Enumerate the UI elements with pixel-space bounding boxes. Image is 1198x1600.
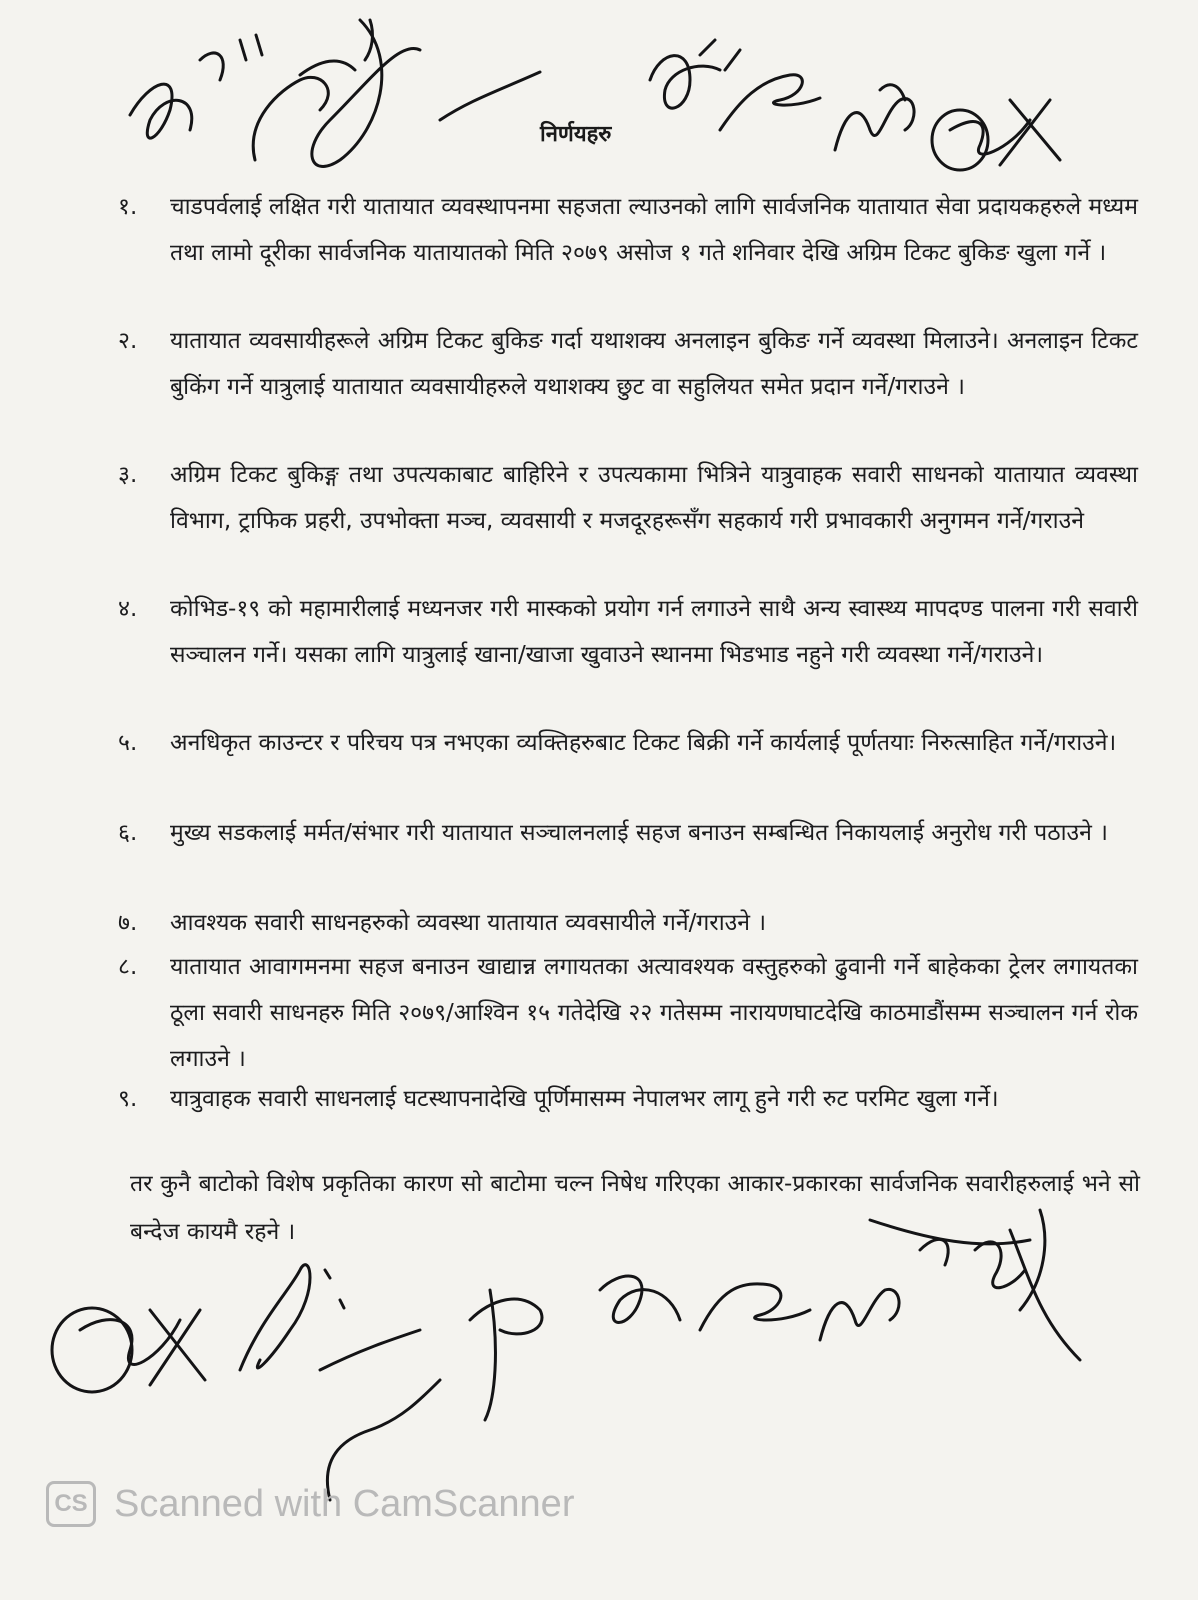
item-number: ८.: [118, 954, 138, 980]
page-title: निर्णयहरु: [540, 122, 612, 147]
item-text: आवश्यक सवारी साधनहरुको व्यवस्था यातायात व्यवसायीले गर्ने/गराउने ।: [170, 910, 767, 936]
item-text: कोभिड-१९ को महामारीलाई मध्यनजर गरी मास्कको प्रयोग गर्न लगाउने साथै अन्य स्वास्थ्य मापदण्ड पालना गरी सवारी सञ्चालन गर्ने। यसका लागि यात्रुलाई खाना/खाजा खुवाउने स्थानमा भिडभाड नहुने गरी व्यवस्था गर्ने/गराउने।: [170, 596, 1138, 668]
camscanner-logo-icon: CS: [46, 1481, 96, 1527]
item-text: यातायात आवागमनमा सहज बनाउन खाद्यान्न लगायतका अत्यावश्यक वस्तुहरुको ढुवानी गर्ने बाहेकका ट्रेलर लगायतका ठूला सवारी साधनहरु मिति २०७९/आश्विन १५ गतेदेखि २२ गतेसम्म नारायणघाटदेखि काठमाडौंसम्म सञ्चालन गर्न रोक लगाउने ।: [170, 954, 1138, 1072]
item-text: यातायात व्यवसायीहरूले अग्रिम टिकट बुकिङ गर्दा यथाशक्य अनलाइन बुकिङ गर्ने व्यवस्था मिलाउने। अनलाइन टिकट बुकिंग गर्ने यात्रुलाई यातायात व्यवसायीहरुले यथाशक्य छुट वा सहुलियत समेत प्रदान गर्ने/गराउने ।: [170, 328, 1138, 400]
decision-item-5: [118, 720, 1138, 766]
decision-item-1: [118, 184, 1138, 276]
item-text: अनधिकृत काउन्टर र परिचय पत्र नभएका व्यक्तिहरुबाट टिकट बिक्री गर्ने कार्यलाई पूर्णतयाः निरुत्साहित गर्ने/गराउने।: [170, 730, 1117, 756]
item-number: ९.: [118, 1086, 138, 1112]
item-text: मुख्य सडकलाई मर्मत/संभार गरी यातायात सञ्चालनलाई सहज बनाउन सम्बन्धित निकायलाई अनुरोध गरी पठाउने ।: [170, 820, 1108, 846]
item-number: ६.: [118, 820, 138, 846]
item-text: अग्रिम टिकट बुकिङ्ग तथा उपत्यकाबाट बाहिरिने र उपत्यकामा भित्रिने यात्रुवाहक सवारी साधनको यातायात व्यवस्था विभाग, ट्राफिक प्रहरी, उपभोक्ता मञ्च, व्यवसायी र मजदूरहरूसँग सहकार्य गरी प्रभावकारी अनुगमन गर्ने/गराउने: [170, 462, 1138, 534]
camscanner-watermark: [46, 1474, 574, 1534]
item-text: यात्रुवाहक सवारी साधनलाई घटस्थापनादेखि पूर्णिमासम्म नेपालभर लागू हुने गरी रुट परमिट खुला गर्ने।: [170, 1086, 999, 1112]
decision-item-7: [118, 900, 1138, 946]
item-number: ४.: [118, 596, 138, 622]
decision-item-6: [118, 810, 1138, 856]
decision-item-3: [118, 452, 1138, 544]
item-number: ५.: [118, 730, 138, 756]
item-number: १.: [118, 194, 138, 220]
item-text: चाडपर्वलाई लक्षित गरी यातायात व्यवस्थापनमा सहजता ल्याउनको लागि सार्वजनिक यातायात सेवा प्रदायकहरुले मध्यम तथा लामो दूरीका सार्वजनिक यातायातको मिति २०७९ असोज १ गते शनिवार देखि अग्रिम टिकट बुकिङ खुला गर्ने ।: [170, 194, 1138, 266]
item-number: ७.: [118, 910, 138, 936]
watermark-text: Scanned with CamScanner: [114, 1482, 575, 1525]
decision-item-4: [118, 586, 1138, 678]
decision-item-8: [118, 944, 1138, 1082]
decision-item-9: [118, 1076, 1138, 1122]
item-number: २.: [118, 328, 138, 354]
decision-item-2: [118, 318, 1138, 410]
item-number: ३.: [118, 462, 138, 488]
closing-paragraph: तर कुनै बाटोको विशेष प्रकृतिका कारण सो बाटोमा चल्न निषेध गरिएका आकार-प्रकारका सार्वजनिक सवारीहरुलाई भने सो बन्देज कायमै रहने ।: [130, 1171, 1140, 1245]
